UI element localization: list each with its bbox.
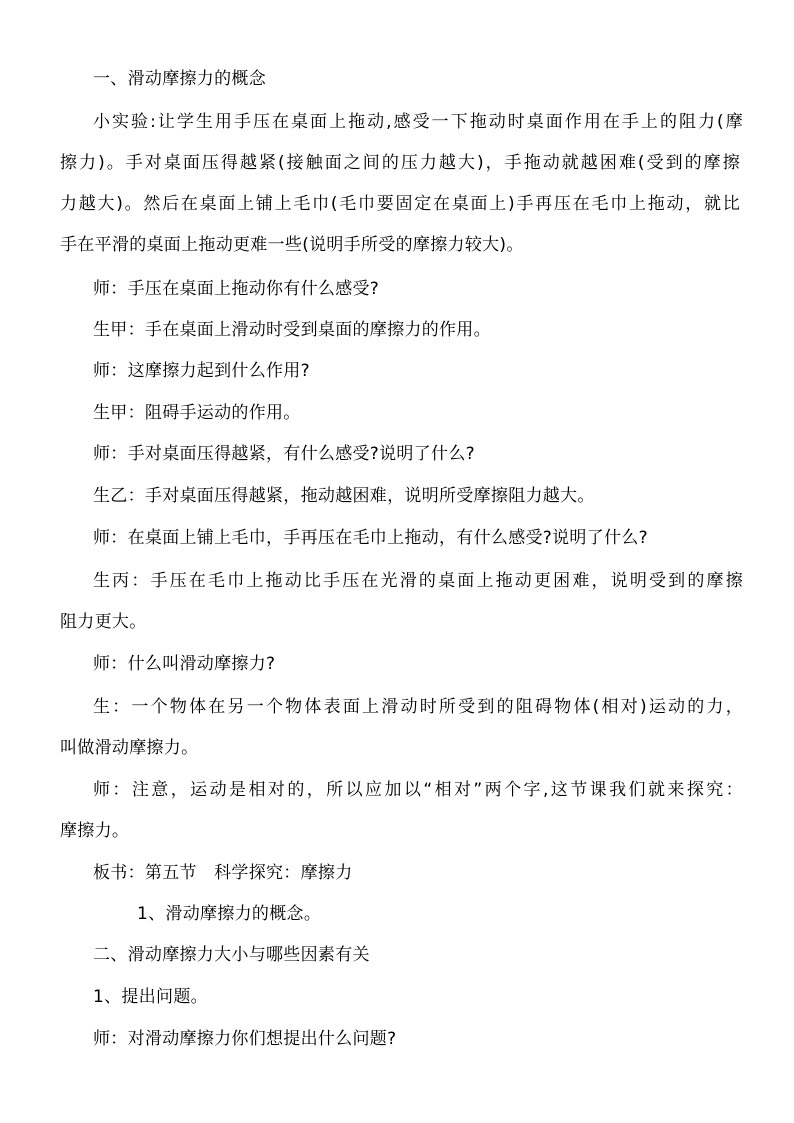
dialog-student-line2: 叫做滑动摩擦力。 [60,738,199,758]
dialog-teacher-7: 师：对滑动摩擦力你们想提出什么问题? [93,1029,397,1049]
dialog-teacher-2: 师：这摩擦力起到什么作用? [93,361,310,381]
experiment-paragraph-line3: 力越大)。然后在桌面上铺上毛巾(毛巾要固定在桌面上)手再压在毛巾上拖动，就比 [60,194,740,214]
dialog-teacher-5: 师：什么叫滑动摩擦力? [93,654,276,674]
dialog-teacher-4: 师：在桌面上铺上毛巾，手再压在毛巾上拖动，有什么感受?说明了什么? [93,528,648,548]
dialog-student-bing-line2: 阻力更大。 [60,612,147,632]
dialog-teacher-3: 师：手对桌面压得越紧，有什么感受?说明了什么? [93,444,475,464]
dialog-student-line1: 生：一个物体在另一个物体表面上滑动时所受到的阻碍物体(相对)运动的力， [93,697,743,717]
dialog-teacher-6-line1: 师：注意，运动是相对的，所以应加以“相对”两个字,这节课我们就来探究： [93,780,743,800]
section2-heading: 二、滑动摩擦力大小与哪些因素有关 [93,945,370,965]
experiment-paragraph-line1: 小实验:让学生用手压在桌面上拖动,感受一下拖动时桌面作用在手上的阻力(摩 [93,112,743,132]
experiment-paragraph-line4: 手在平滑的桌面上拖动更难一些(说明手所受的摩擦力较大)。 [60,235,524,255]
blackboard-item-1: 1、滑动摩擦力的概念。 [137,904,322,924]
dialog-teacher-1: 师：手压在桌面上拖动你有什么感受? [93,279,380,299]
dialog-student-jia-2: 生甲：阻碍手运动的作用。 [93,403,301,423]
step-1: 1、提出问题。 [93,987,208,1007]
experiment-paragraph-line2: 擦力)。手对桌面压得越紧(接触面之间的压力越大)，手拖动就越困难(受到的摩擦 [60,153,740,173]
dialog-student-yi: 生乙：手对桌面压得越紧，拖动越困难，说明所受摩擦阻力越大。 [93,486,595,506]
dialog-student-bing-line1: 生丙：手压在毛巾上拖动比手压在光滑的桌面上拖动更困难，说明受到的摩擦 [93,571,743,591]
dialog-teacher-6-line2: 摩擦力。 [60,821,130,841]
dialog-student-jia-1: 生甲：手在桌面上滑动时受到桌面的摩擦力的作用。 [93,320,491,340]
blackboard-title: 板书：第五节 科学探究：摩擦力 [93,863,353,883]
section1-heading: 一、滑动摩擦力的概念 [93,69,266,89]
